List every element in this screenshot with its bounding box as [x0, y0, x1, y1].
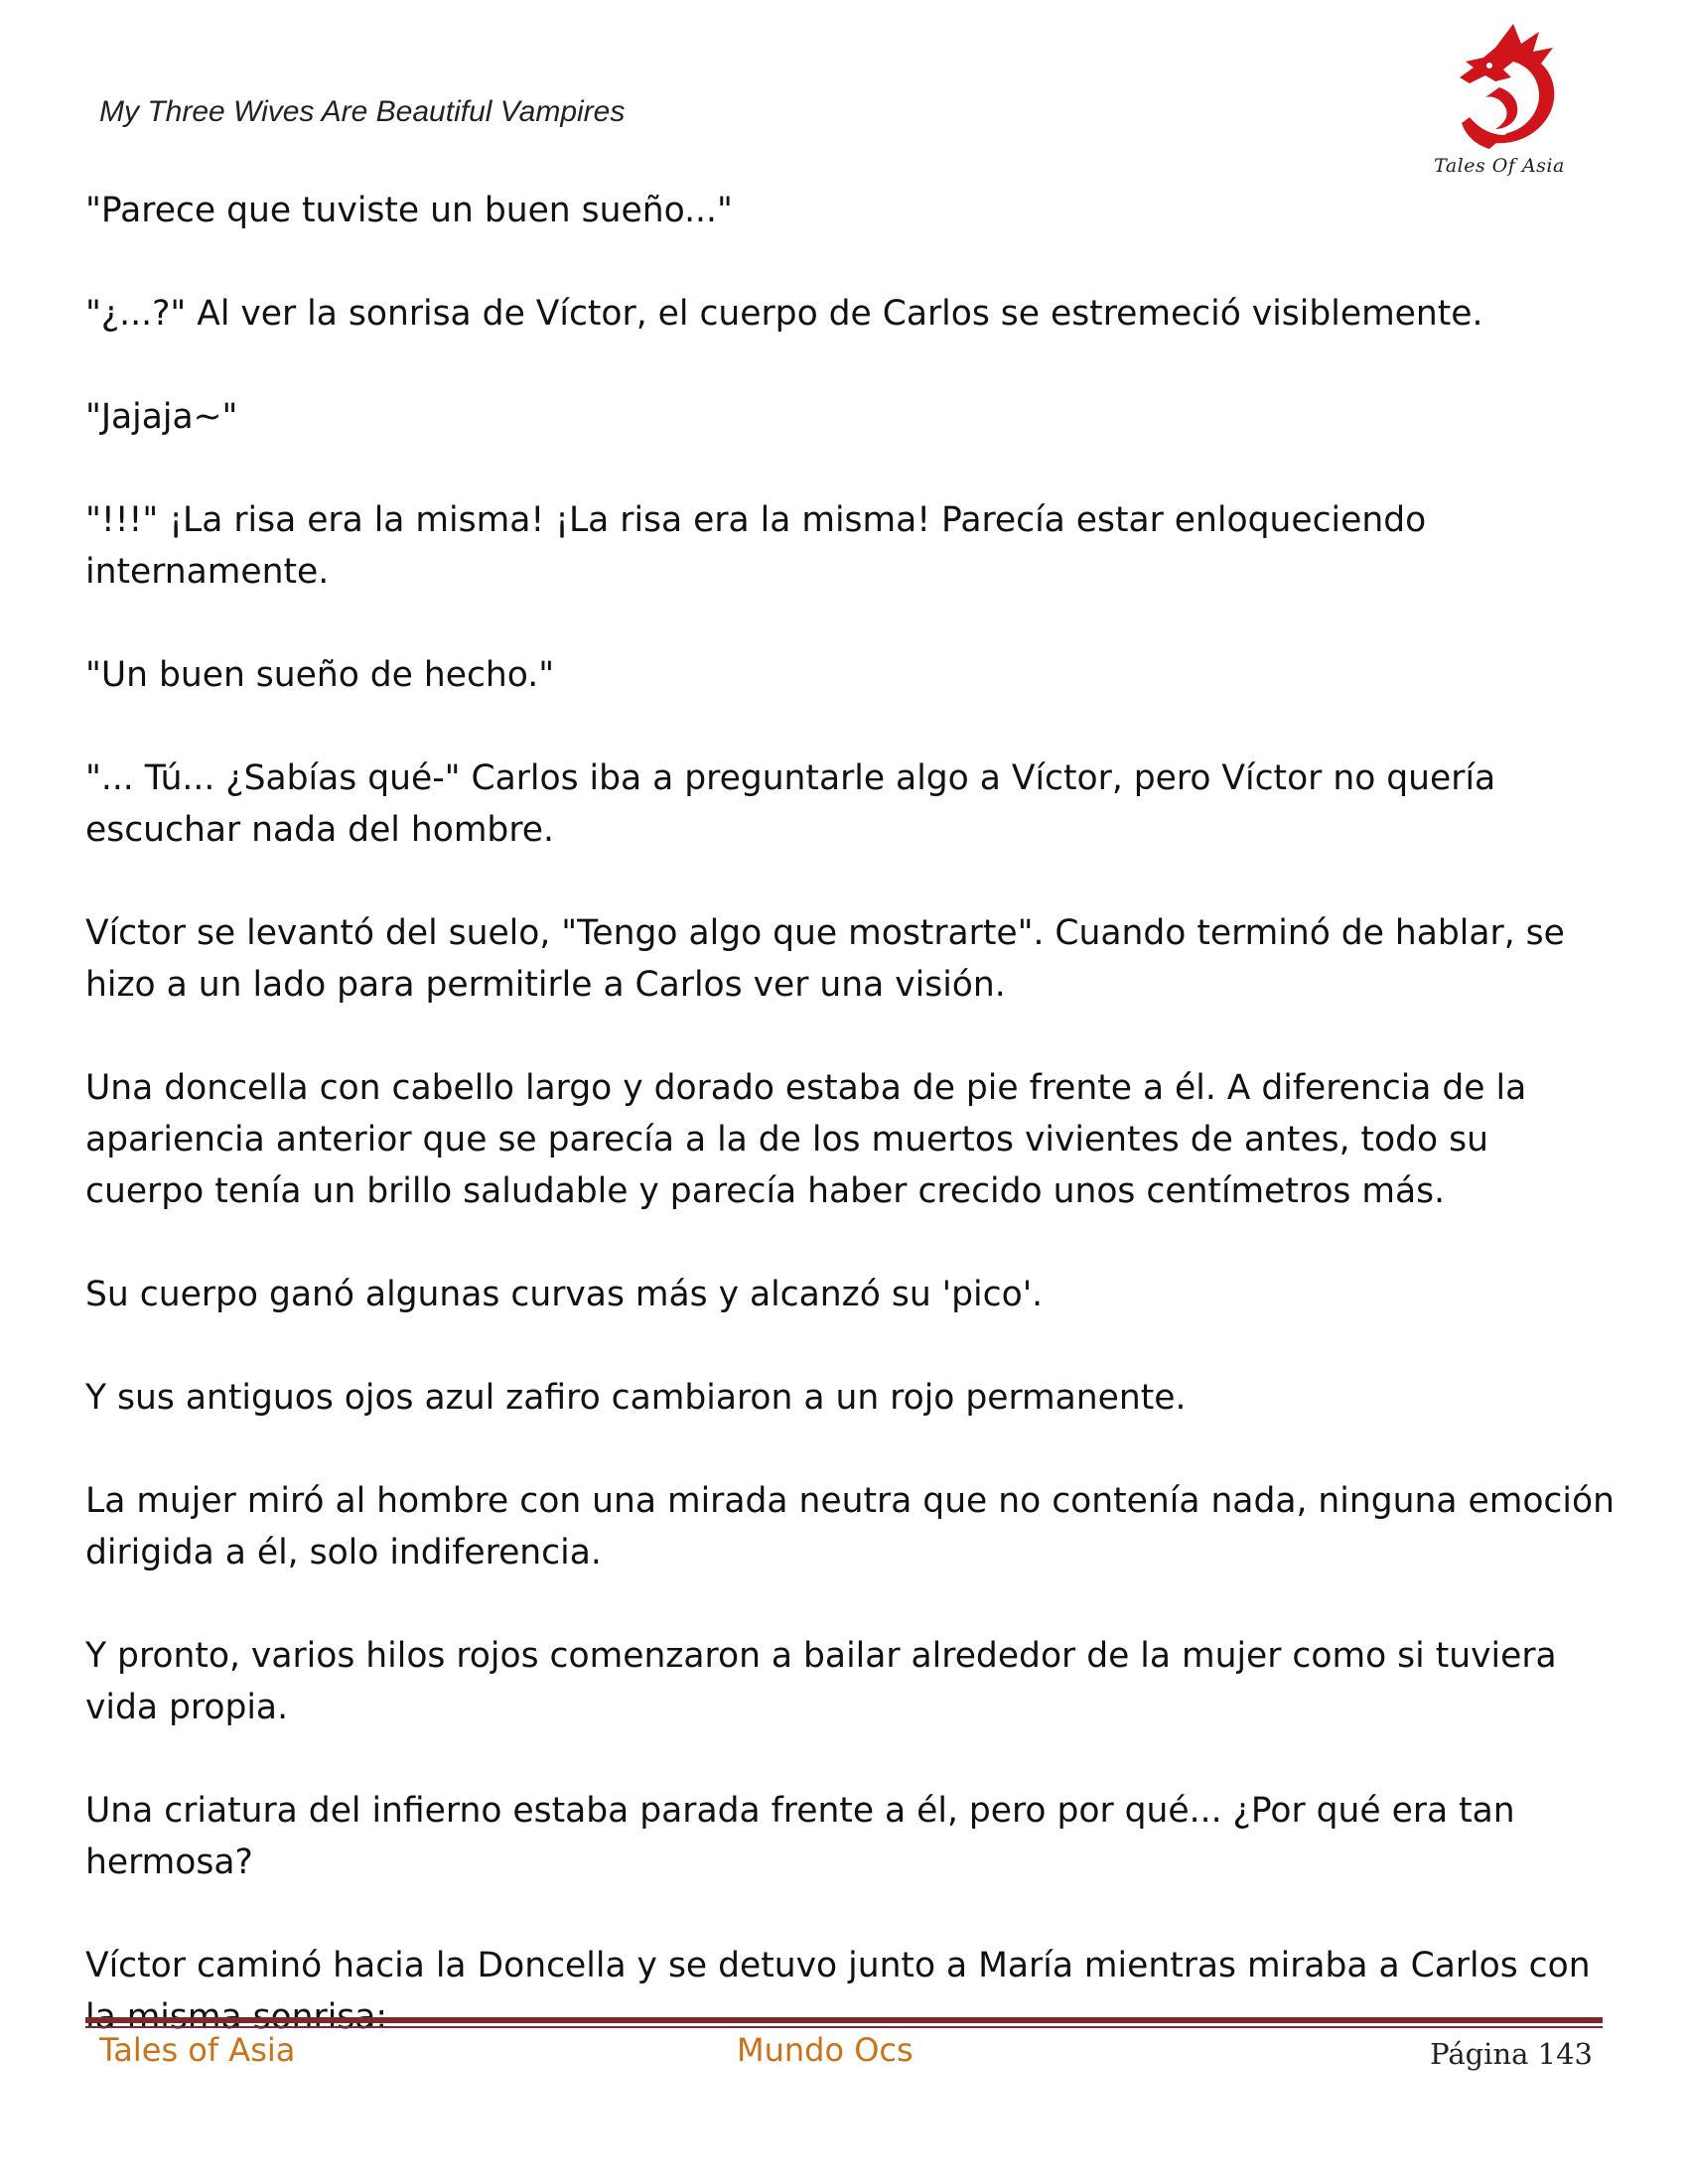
paragraph: Víctor caminó hacia la Doncella y se detuvo junto a María mientras miraba a Carlos con	[85, 1946, 1591, 1985]
logo-caption: Tales Of Asia	[1434, 155, 1565, 177]
footer-section-name: Mundo Ocs	[737, 2031, 914, 2069]
paragraph: Víctor se levantó del suelo, "Tengo algo que mostrarte". Cuando terminó de hablar, se hizo a un lado para permitirle a Carlos ver una visión.	[85, 913, 1576, 1005]
paragraph: Y sus antiguos ojos azul zafiro cambiaron a un rojo permanente.	[85, 1378, 1187, 1418]
paragraph: Su cuerpo ganó algunas curvas más y alcanzó su 'pico'.	[85, 1275, 1044, 1314]
paragraph: La mujer miró al hombre con una mirada neutra que no contenía nada, ninguna emoción dirigida a él, solo indiferencia.	[85, 1481, 1625, 1572]
paragraph: Una criatura del infierno estaba parada frente a él, pero por qué... ¿Por qué era tan hermosa?	[85, 1791, 1526, 1882]
paragraph: "Parece que tuviste un buen sueño..."	[85, 191, 733, 230]
paragraph: "Un buen sueño de hecho."	[85, 655, 555, 695]
footer-divider-thin	[85, 2026, 1603, 2028]
tales-of-asia-logo	[1430, 18, 1569, 187]
footer-site-name: Tales of Asia	[99, 2031, 296, 2069]
paragraph: "... Tú... ¿Sabías qué-" Carlos iba a preguntarle algo a Víctor, pero Víctor no quería escuchar nada del hombre.	[85, 758, 1507, 850]
footer-divider	[85, 2017, 1603, 2023]
paragraph: Una doncella con cabello largo y dorado estaba de pie frente a él. A diferencia de la apariencia anterior que se parecía a la de los muertos vivientes de antes, todo su cuerpo tenía un brillo saludable y parecía haber crecido unos centímetros más.	[85, 1068, 1538, 1211]
page-number: Página 143	[1430, 2037, 1593, 2071]
chapter-body	[85, 185, 1625, 2043]
paragraph: "¿...?" Al ver la sonrisa de Víctor, el cuerpo de Carlos se estremeció visiblemente.	[85, 294, 1483, 334]
book-title: My Three Wives Are Beautiful Vampires	[99, 95, 626, 128]
dragon-icon	[1430, 18, 1569, 157]
paragraph: "Jajaja~"	[85, 397, 238, 437]
paragraph: Y pronto, varios hilos rojos comenzaron a bailar alrededor de la mujer como si tuviera vida propia.	[85, 1636, 1568, 1727]
paragraph: "!!!" ¡La risa era la misma! ¡La risa era la misma! Parecía estar enloqueciendo internamente.	[85, 500, 1438, 592]
